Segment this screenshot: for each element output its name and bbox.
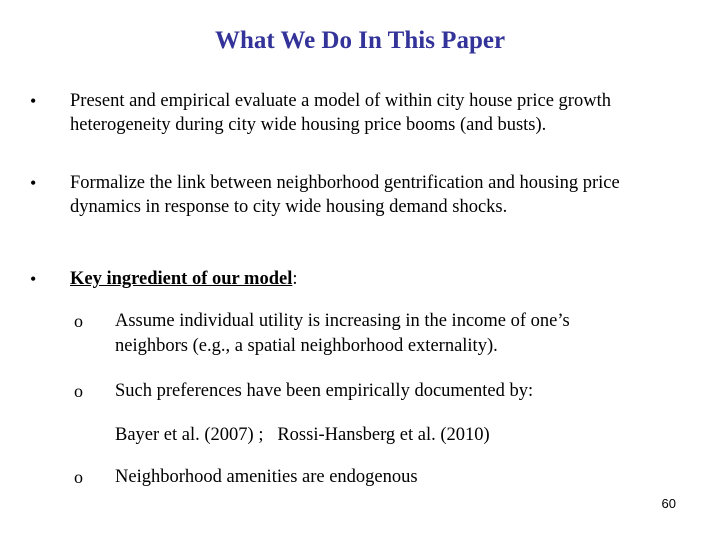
- bullet-marker: •: [30, 269, 37, 289]
- references: Bayer et al. (2007) ; Rossi-Hansberg et al. (2010): [115, 425, 490, 445]
- slide-title: What We Do In This Paper: [214, 27, 506, 54]
- sub-bullet-marker: o: [74, 311, 83, 331]
- sub-bullet-3-line-1: Neighborhood amenities are endogenous: [115, 467, 418, 487]
- bullet-1-line-1: Present and empirical evaluate a model of within city house price growth: [70, 91, 611, 111]
- key-ingredient-heading: Key ingredient of our model: [70, 269, 293, 289]
- sub-bullet-1-line-1: Assume individual utility is increasing in the income of one’s: [115, 311, 570, 331]
- bullet-3-heading: [70, 267, 297, 291]
- bullet-2-line-2: dynamics in response to city wide housing demand shocks.: [70, 197, 508, 217]
- page-number: 60: [661, 496, 676, 511]
- bullet-1-line-2: heterogeneity during city wide housing price booms (and busts).: [70, 115, 547, 135]
- sub-bullet-1-line-2: neighbors (e.g., a spatial neighborhood externality).: [115, 336, 498, 356]
- sub-bullet-marker: o: [74, 467, 83, 487]
- bullet-marker: •: [30, 91, 37, 111]
- bullet-marker: •: [30, 173, 37, 193]
- heading-colon: :: [292, 269, 298, 289]
- bullet-2-line-1: Formalize the link between neighborhood gentrification and housing price: [70, 173, 620, 193]
- sub-bullet-2-line-1: Such preferences have been empirically documented by:: [115, 381, 534, 401]
- sub-bullet-marker: o: [74, 381, 83, 401]
